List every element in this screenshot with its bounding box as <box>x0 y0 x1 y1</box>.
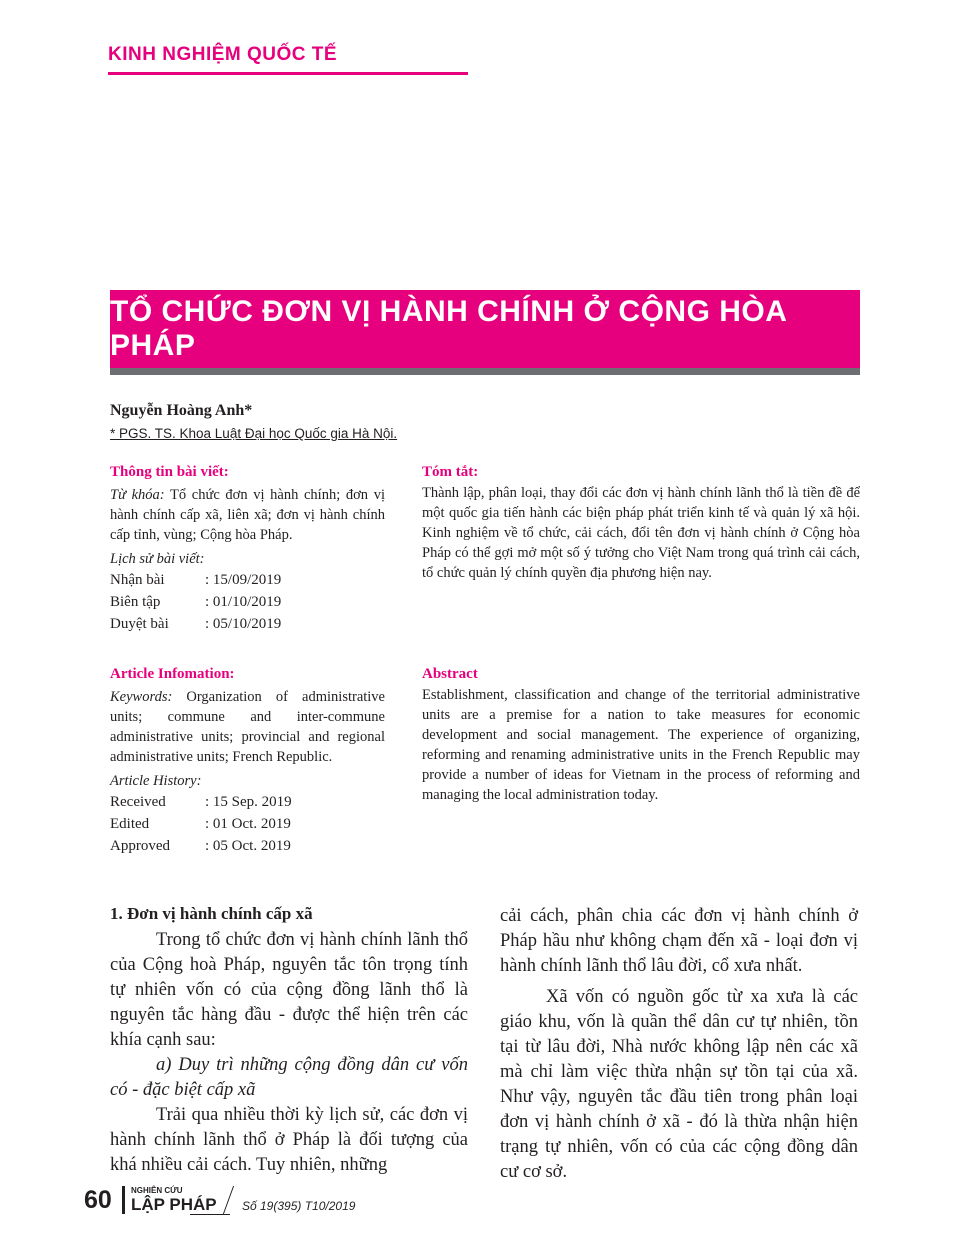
history-en-value: : 05 Oct. 2019 <box>205 838 291 854</box>
history-en-key: Edited <box>110 816 150 832</box>
history-vi-key: Duyệt bài <box>110 616 169 632</box>
info-en-heading: Article Infomation: <box>110 666 235 682</box>
history-vi-key: Nhận bài <box>110 572 165 588</box>
keywords-en-text: Organization of administrative units; commune and inter-commune administrative units; provincial and regional administrative units; French Republic. <box>110 689 385 765</box>
author-name: Nguyễn Hoàng Anh* <box>110 402 253 419</box>
history-en-label: Article History: <box>110 773 202 789</box>
history-vi-row <box>110 569 385 591</box>
subsection-heading: a) Duy trì những cộng đồng dân cư vốn có - đặc biệt cấp xã <box>110 1055 468 1100</box>
body-right-column <box>500 904 858 1185</box>
body-paragraph: Trong tổ chức đơn vị hành chính lãnh thổ của Cộng hoà Pháp, nguyên tắc tôn trọng tính tự nhiên vốn có của cộng đồng lãnh thổ là nguyên tắc hàng đầu - được thể hiện trên các khía cạnh sau: <box>110 930 468 1050</box>
summary-vi <box>422 464 860 583</box>
journal-logo-main: LẬP PHÁP <box>131 1195 217 1214</box>
article-title: TỔ CHỨC ĐƠN VỊ HÀNH CHÍNH Ở CỘNG HÒA PHÁP <box>110 295 787 362</box>
keywords-en <box>110 687 385 767</box>
footer-divider <box>122 1186 125 1214</box>
info-vi-heading: Thông tin bài viết: <box>110 464 229 480</box>
author-affiliation: * PGS. TS. Khoa Luật Đại học Quốc gia Hà Nội. <box>110 426 398 441</box>
body-left-column <box>110 904 468 1178</box>
abstract-en <box>422 666 860 805</box>
abstract-en-heading: Abstract <box>422 666 478 682</box>
history-vi-value: : 15/09/2019 <box>205 572 282 588</box>
history-en-key: Received <box>110 794 166 810</box>
history-vi-row <box>110 591 385 613</box>
footer-slash <box>223 1186 234 1214</box>
issue-info: Số 19(395) T10/2019 <box>242 1199 356 1213</box>
section-tag: KINH NGHIỆM QUỐC TẾ <box>108 44 338 65</box>
history-en-value: : 01 Oct. 2019 <box>205 816 291 832</box>
history-vi-value: : 05/10/2019 <box>205 616 282 632</box>
abstract-en-text: Establishment, classification and change of the territorial administrative units are a premise for a nation to take measures for economic development and social management. The experience of organizing, reforming and renaming administrative units in the French Republic may provide a number of ideas for Vietnam in the process of reforming and managing the local administration today. <box>422 687 860 803</box>
history-en-value: : 15 Sep. 2019 <box>205 794 292 810</box>
article-info-en <box>110 666 385 857</box>
section-rule <box>108 72 468 75</box>
summary-vi-heading: Tóm tắt: <box>422 464 479 480</box>
page-number: 60 <box>84 1186 112 1214</box>
keywords-vi-text: Tổ chức đơn vị hành chính; đơn vị hành chính cấp xã, liên xã; đơn vị hành chính cấp tỉnh, vùng; Cộng hòa Pháp. <box>110 487 385 543</box>
keywords-vi <box>110 485 385 545</box>
summary-vi-text: Thành lập, phân loại, thay đổi các đơn vị hành chính lãnh thổ là tiền đề để một quốc gia tiến hành các biện pháp phát triển kinh tế và quản lý xã hội. Kinh nghiệm về tổ chức, cải cách, đổi tên đơn vị hành chính ở Cộng hòa Pháp có thể gợi mở một số ý tưởng cho Việt Nam trong quá trình cải cách, tổ chức quản lý chính quyền địa phương hiện nay. <box>422 485 860 581</box>
history-en-row <box>110 791 385 813</box>
history-en-row <box>110 835 385 857</box>
history-en-row <box>110 813 385 835</box>
journal-logo-top: NGHIÊN CỨU <box>131 1186 183 1195</box>
history-vi-key: Biên tập <box>110 594 161 610</box>
history-en-key: Approved <box>110 838 170 854</box>
history-vi-value: : 01/10/2019 <box>205 594 282 610</box>
history-vi-label: Lịch sử bài viết: <box>110 551 205 567</box>
body-paragraph: Xã vốn có nguồn gốc từ xa xưa là các giáo khu, vốn là quần thể dân cư tự nhiên, tồn tại từ lâu đời, Nhà nước không lập nên các xã mà chỉ làm việc thừa nhận sự tồn tại của xã. Như vậy, nguyên tắc đầu tiên trong phân loại đơn vị hành chính ở xã - đó là thừa nhận hiện trạng tự nhiên, vốn có của các cộng đồng dân cư cơ sở. <box>500 987 858 1182</box>
keywords-en-label: Keywords: <box>110 689 173 705</box>
section-heading: 1. Đơn vị hành chính cấp xã <box>110 904 313 923</box>
body-paragraph: cải cách, phân chia các đơn vị hành chính ở Pháp hầu như không chạm đến xã - loại đơn vị hành chính lãnh thổ lâu đời, cổ xưa nhất. <box>500 906 858 976</box>
article-info-vi <box>110 464 385 635</box>
title-banner-shadow <box>110 368 860 375</box>
body-paragraph: Trải qua nhiều thời kỳ lịch sử, các đơn vị hành chính lãnh thổ ở Pháp là đối tượng của khá nhiều cải cách. Tuy nhiên, những <box>110 1105 468 1175</box>
footer-rule <box>190 1214 230 1215</box>
history-vi-row <box>110 613 385 635</box>
keywords-vi-label: Từ khóa: <box>110 487 165 503</box>
